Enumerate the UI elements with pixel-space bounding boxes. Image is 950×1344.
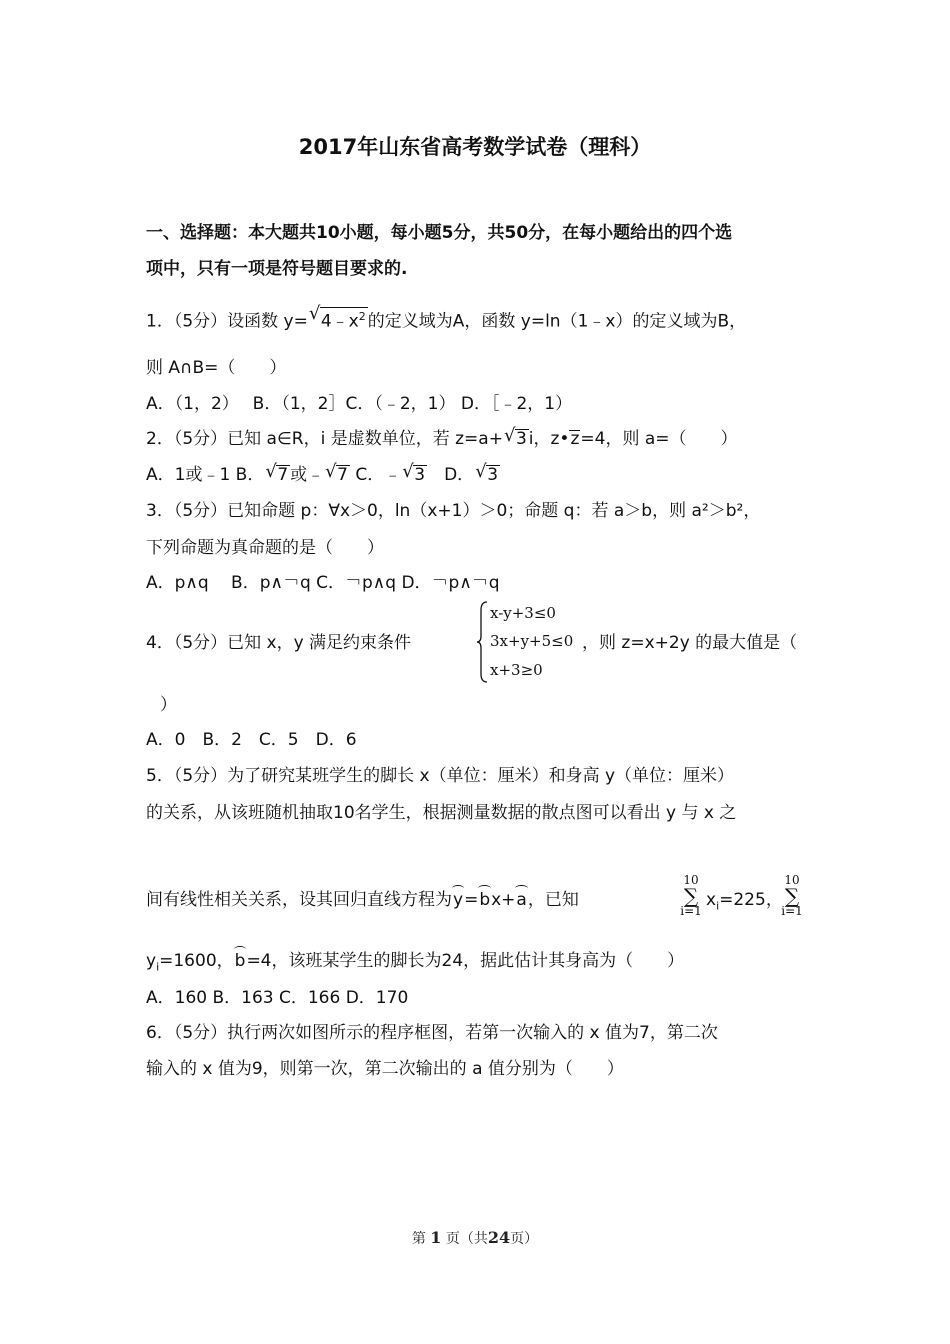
q5-b-hat-2: b [234,951,246,971]
q2-text-post: =4，则 a=（ ） [580,429,738,449]
q2-option-d-radicand: √ 3 [486,465,500,484]
footer-post: 页） [510,1231,539,1247]
sigma-icon: ∑ [683,884,699,908]
sum-2-lower: i=1 [781,904,803,918]
question-5-line2: 的关系，从该班随机抽取10名学生，根据测量数据的散点图可以看出 y 与 x 之 [146,803,737,823]
q5-line4-post: =4，该班某学生的脚长为24，据此估计其身高为（ ） [246,951,685,971]
footer-pre: 第 [411,1231,426,1247]
sqrt-symbol [401,464,427,486]
q5-yi-sub: i [156,960,160,974]
page-footer [0,1228,950,1248]
q2-option-a: A．1或﹣1 B． [146,465,265,485]
q2-option-b-radicand-2: √ 7 [336,465,350,484]
footer-total-pages: 24 [487,1228,511,1247]
summation-2 [781,874,803,918]
q2-option-c-radicand: √ 3 [413,465,427,484]
sqrt-symbol [324,464,350,486]
question-5-line3 [146,889,579,911]
q2-option-b-radicand: √ 7 [276,465,290,484]
question-5-line1: 5．（5分）为了研究某班学生的脚长 x（单位：厘米）和身高 y（单位：厘米） [146,766,735,786]
footer-page-number: 1 [430,1228,442,1247]
brace-icon [477,600,487,684]
q2-option-c: C．﹣ [349,465,402,485]
question-4-post: ，则 z=x+2y 的最大值是（ [582,633,798,653]
question-3-line2: 下列命题为真命题的是（ ） [146,538,384,558]
constraint-2: 3x+y+5≤0 [490,632,574,650]
question-3-options: A．p∧q B．p∧￢q C．￢p∧q D．￢p∧￢q [146,573,500,593]
sqrt-symbol [308,307,368,333]
question-2-line1 [146,428,738,450]
footer-mid: 页（共 [445,1231,488,1247]
q5-line3-pre: 间有线性相关关系，设其回归直线方程为 [146,890,452,910]
q2-option-b-mid: 或﹣ [290,465,325,485]
question-6-line1: 6．（5分）执行两次如图所示的程序框图，若第一次输入的 x 值为7，第二次 [146,1023,718,1043]
question-3-line1: 3．（5分）已知命题 p：∀x＞0，ln（x+1）＞0；命题 q：若 a＞b，则 a²＞b²， [146,501,761,521]
question-1-line2: 则 A∩B=（ ） [146,358,287,378]
q5-y-hat: y [453,890,464,910]
q1-text-pre: 1．（5分）设函数 y= [146,311,308,332]
q1-text-post: 的定义域为A，函数 y=ln（1﹣x）的定义域为B， [367,311,747,332]
q5-a-hat: a [516,890,527,910]
sum-1-lower: i=1 [680,904,702,918]
question-4-pre: 4．（5分）已知 x，y 满足约束条件 [146,633,412,653]
sum-1-upper: 10 [683,873,699,887]
q5-x-plus: x+ [491,890,516,910]
q2-option-d: D． [427,465,475,485]
q5-yi-value: =1600， [159,951,234,971]
q2-conjugate-z: z [570,429,580,449]
q5-xi-sum [706,889,783,917]
q5-given: ，已知 [527,890,579,910]
sqrt-symbol [264,464,290,486]
q2-text-mid: i，z• [528,429,570,449]
question-5-options: A．160 B．163 C．166 D．170 [146,988,409,1008]
question-4-options: A．0 B．2 C．5 D．6 [146,730,357,750]
q1-radicand: 4﹣x [320,311,359,332]
q5-yi: y [146,951,157,971]
q5-equals: = [464,890,479,910]
section-heading-line2: 项中，只有一项是符号题目要求的. [146,259,408,279]
sum-2-upper: 10 [784,873,800,887]
q5-xi: x [706,890,717,910]
q2-radicand: √ 3 [515,429,529,448]
sigma-icon: ∑ [784,884,800,908]
q5-xi-value: =225， [719,890,783,910]
q5-b-hat: b [479,890,491,910]
q1-exponent: 2 [358,310,366,323]
q5-xi-sub: i [716,899,720,913]
section-heading-line1: 一、选择题：本大题共10小题，每小题5分，共50分，在每小题给出的四个选 [146,223,733,243]
constraint-1: x-y+3≤0 [490,604,556,622]
question-5-line4 [146,950,684,978]
q2-text-pre: 2．（5分）已知 a∈R，i 是虚数单位，若 z=a+ [146,429,503,449]
sqrt-symbol [503,428,529,450]
question-6-line2: 输入的 x 值为9，则第一次，第二次输出的 a 值分别为（ ） [146,1059,624,1079]
sqrt-symbol [474,464,500,486]
page-title: 2017年山东省高考数学试卷（理科） [298,135,652,159]
question-1-line1 [146,307,746,333]
constraint-3: x+3≥0 [490,661,543,679]
question-1-options: A．（1，2） B．（1，2］C．（﹣2，1） D．［﹣2，1） [146,394,573,414]
summation-1 [680,874,702,918]
question-2-options [146,464,500,486]
question-4-close: ） [160,695,177,715]
